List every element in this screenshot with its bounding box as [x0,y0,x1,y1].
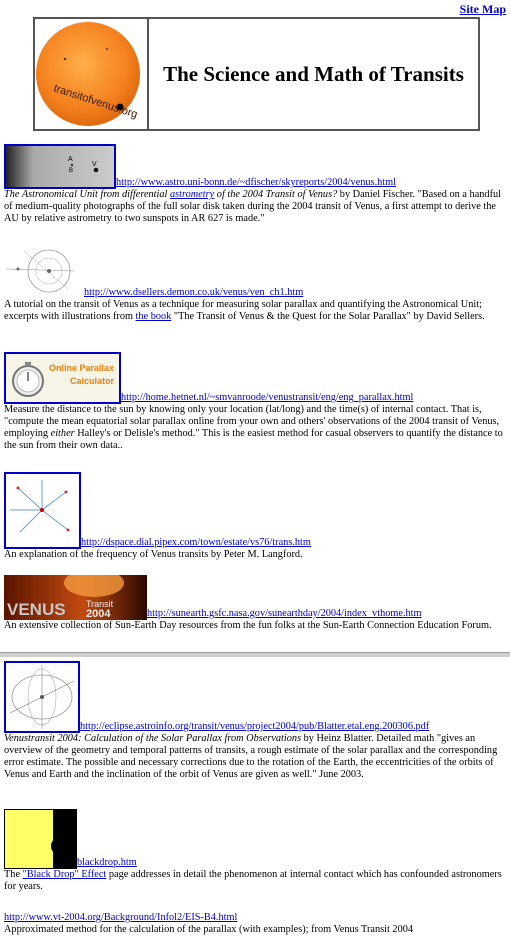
black-drop-effect-link[interactable]: "Black Drop" Effect [22,869,107,880]
transit-frequency-thumbnail[interactable] [4,472,81,549]
black-drop-url-link[interactable]: blackdrop.htm [77,857,137,868]
blatter-url-link[interactable]: http://eclipse.astroinfo.org/transit/venus/project2004/pub/Blatter.etal.eng.200306.pdf [80,721,430,732]
langford-description: An explanation of the frequency of Venus transits by Peter M. Langford. [4,549,303,560]
resource-entry-fischer [4,144,504,225]
resource-entry-blatter [4,661,504,781]
astrometry-link[interactable]: astrometry [170,189,215,200]
sun-earth-day-banner[interactable] [4,575,147,620]
black-drop-thumbnail[interactable] [4,809,77,869]
langford-url-link[interactable]: http://dspace.dial.pipex.com/town/estate/vs76/trans.htm [81,537,311,548]
orbit-diagram-image [4,241,84,299]
vt2004-url-link[interactable]: http://www.vt-2004.org/Background/Infol2/EIS-B4.html [4,912,238,923]
sun-earth-day-description: An extensive collection of Sun-Earth Day resources from the fun folks at the Sun-Earth Connection Education Forum. [4,620,492,631]
orbit-diagram-thumbnail[interactable] [4,241,84,299]
horizontal-divider [0,652,510,657]
sunspot-thumbnail[interactable] [4,144,116,189]
parallax-url-link[interactable]: http://home.hetnet.nl/~smvanroode/venustransit/eng/eng_parallax.html [121,392,414,403]
sunspot-image [6,146,114,187]
resource-entry-langford [4,472,504,561]
fischer-url-link[interactable]: http://www.astro.uni-bonn.de/~dfischer/skyreports/2004/venus.html [116,177,397,188]
venus-transit-banner-image [4,575,147,620]
stopwatch-image [6,354,119,402]
resource-entry-parallax-calculator [4,352,504,452]
transit-frequency-image [6,474,79,547]
resource-entry-sun-earth-day [4,575,504,632]
resource-entry-black-drop [4,809,504,893]
blatter-description: Venustransit 2004: Calculation of the Solar Parallax from Observations by Heinz Blatter. Detailed math "gives an overview of the geometry and temporal patterns of transits, a rough estimate of the solar parallax and the corresponding error estimate. The possible and necessary corrections due to the rotation of the Earth, the eccentricities of the orbits of Venus and Earth and the inclination of the orbit of Venus are given as well." June 2003. [4,733,498,780]
transitofvenus-logo[interactable] [35,19,149,129]
the-book-link[interactable]: the book [135,311,172,322]
logo-text: transitofvenus.org [52,82,139,121]
black-drop-image [5,810,76,868]
svg-text:B: B [69,168,74,174]
svg-text:Online Parallax: Online Parallax [48,363,114,373]
resource-entry-vt2004 [4,912,504,936]
svg-text:VENUS: VENUS [7,600,66,619]
parallax-description: Measure the distance to the sun by knowing only your location (lat/long) and the time(s) of internal contact. That is, "compute the mean equatorial solar parallax online from your own and others' observations of the 2004 transit of Venus, employing either Halley's or Delisle's method." This is the easiest method for casual observers to quantify the distance to the sun from their own data.. [4,404,503,451]
blatter-diagram-thumbnail[interactable] [4,661,80,733]
svg-text:Calculator: Calculator [69,376,114,386]
sellers-description: A tutorial on the transit of Venus as a technique for measuring solar parallax and quantifying the Astronomical Unit; excerpts with illustrations from the book "The Transit of Venus & the Quest for the Solar Parallax" by David Sellers. [4,299,485,322]
fischer-description: The Astronomical Unit from differential astrometry of the 2004 Transit of Venus? by Daniel Fischer. "Based on a handful of medium-quality photographs of the full solar disk taken during the 2004 transit of Venus, a first attempt to derive the AU by relative astrometry to two sunspots in AR 627 is made." [4,189,502,224]
sun-earth-day-url-link[interactable]: http://sunearth.gsfc.nasa.gov/sunearthday/2004/index_vthome.htm [147,608,422,619]
resource-entry-sellers [4,241,504,323]
blatter-geometry-image [6,663,78,731]
svg-text:Transit: Transit [86,599,114,609]
parallax-calculator-thumbnail[interactable] [4,352,121,404]
black-drop-description: The "Black Drop" Effect page addresses in detail the phenomenon at internal contact which has confounded astronomers for years. [4,869,502,892]
sellers-url-link[interactable]: http://www.dsellers.demon.co.uk/venus/ven_ch1.htm [84,287,304,298]
vt2004-description: Approximated method for the calculation of the parallax (with examples); from Venus Transit 2004 [4,924,414,935]
page-title: The Science and Math of Transits [163,62,464,86]
svg-text:V: V [92,161,97,168]
site-map-link[interactable]: Site Map [459,2,506,16]
svg-text:A: A [68,156,73,163]
svg-text:2004: 2004 [86,608,111,620]
sun-disk-image [35,19,145,129]
page-header [33,17,480,131]
